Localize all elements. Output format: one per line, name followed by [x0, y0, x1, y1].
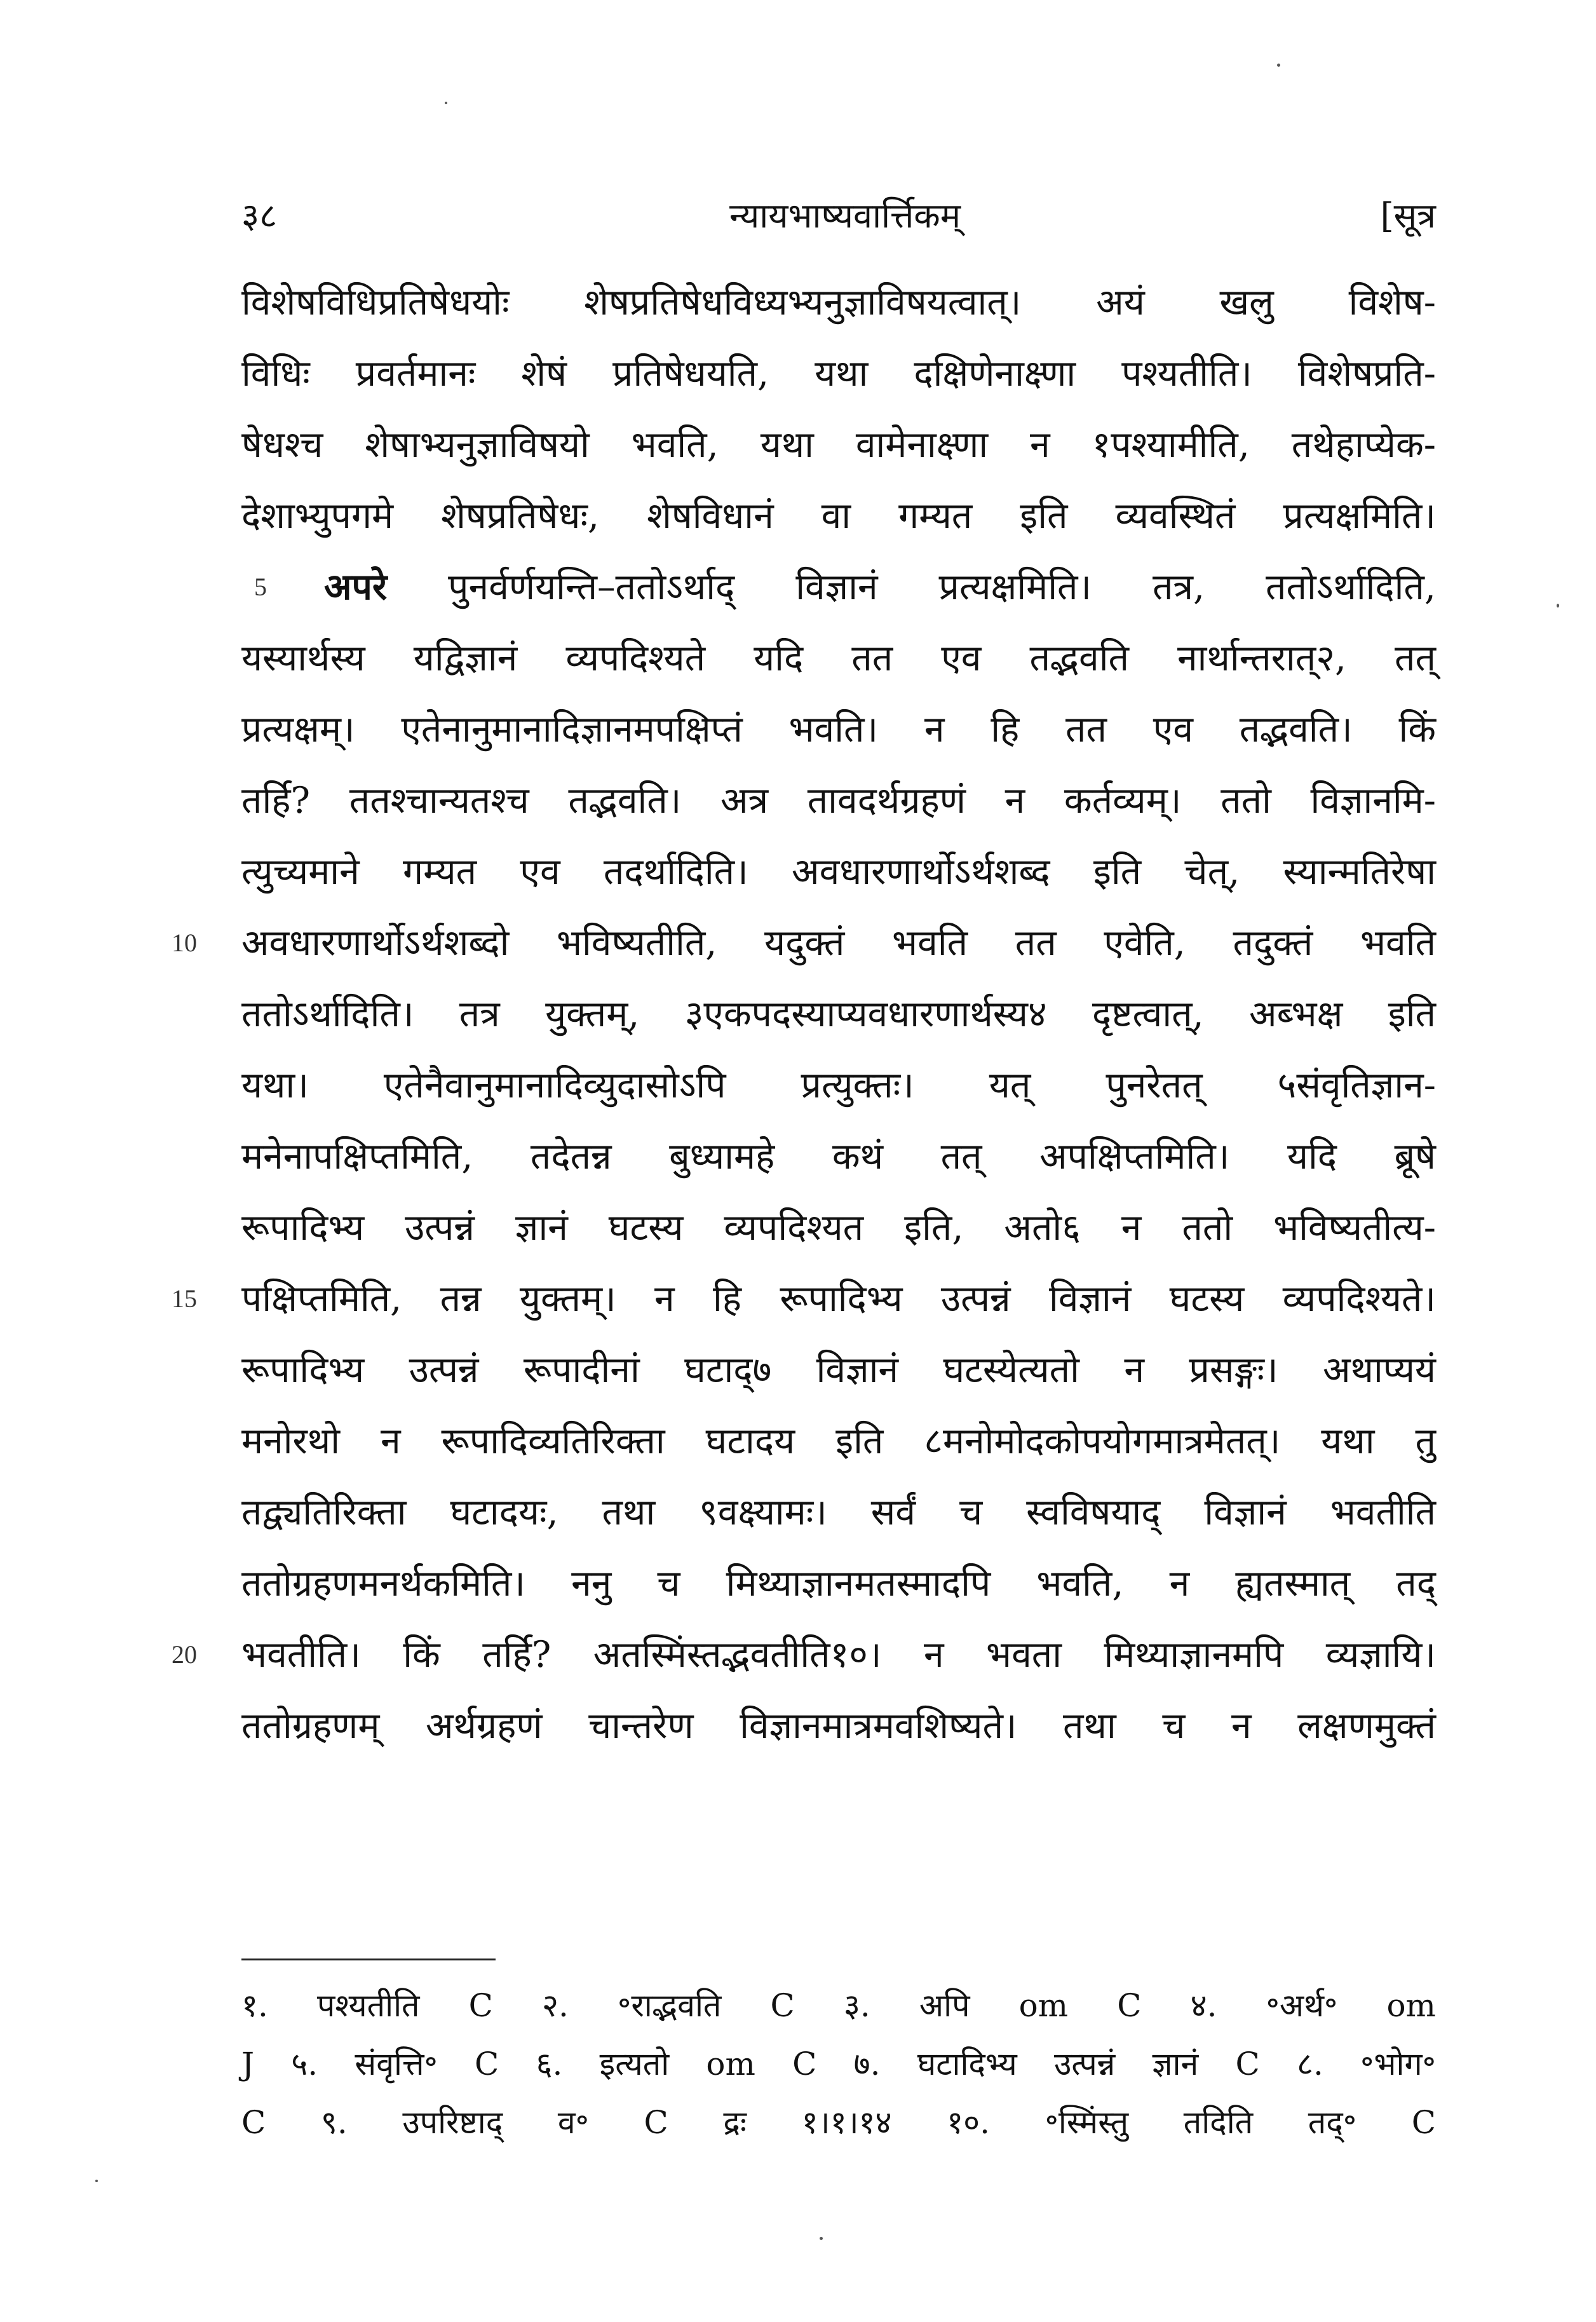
footnote-entry: ४. ॰अर्थ॰ om — [1190, 1987, 1436, 2024]
text-line-content: रूपादिभ्य उत्पन्नं ज्ञानं घटस्य व्यपदिश्यत इति, अतो६ न ततो भविष्यतीत्य- — [241, 1207, 1436, 1249]
line-number: 15 — [172, 1284, 197, 1313]
text-line-content: ततोऽर्थादिति। तत्र युक्तम्, ३एकपदस्याप्यवधारणार्थस्य४ दृष्टत्वात्, अब्भक्ष इति — [241, 993, 1436, 1035]
text-line-content: विधिः प्रवर्तमानः शेषं प्रतिषेधयति, यथा दक्षिणेनाक्ष्णा पश्यतीति। विशेषप्रति- — [241, 353, 1436, 395]
footnote-entry: C — [241, 2104, 266, 2141]
main-text — [172, 267, 1436, 1762]
bold-lead: अपरे — [324, 566, 388, 608]
text-line — [241, 1121, 1436, 1192]
text-line — [172, 907, 1436, 979]
footnote-rule — [241, 1959, 496, 1960]
text-line — [241, 338, 1436, 409]
text-line — [172, 1263, 1436, 1334]
text-line-content: ततोग्रहणम् अर्थग्रहणं चान्तरेण विज्ञानमात्रमवशिष्यते। तथा च न लक्षणमुक्तं — [241, 1705, 1436, 1747]
footnote-line — [241, 2093, 1436, 2152]
text-line-content: पक्षिप्तमिति, तन्न युक्तम्। न हि रूपादिभ्य उत्पन्नं विज्ञानं घटस्य व्यपदिश्यते। — [241, 1278, 1436, 1320]
text-line — [241, 1192, 1436, 1263]
text-line-content: तद्व्यतिरिक्ता घटादयः, तथा ९वक्ष्यामः। सर्वं च स्वविषयाद् विज्ञानं भवतीति — [241, 1491, 1436, 1533]
text-line-content: मनोरथो न रूपादिव्यतिरिक्ता घटादय इति ८मनोमोदकोपयोगमात्रमेतत्। यथा तु — [241, 1420, 1436, 1462]
footnote-entry: १०. ॰स्मिंस्तु तदिति तद्॰ C — [947, 2104, 1436, 2141]
text-line — [241, 1050, 1436, 1121]
text-line — [241, 623, 1436, 694]
text-line — [172, 1619, 1436, 1690]
text-line — [241, 552, 1436, 623]
text-line — [241, 765, 1436, 836]
footnote-entry: ८. ॰भोग॰ — [1296, 2046, 1436, 2082]
scan-speck — [1277, 64, 1280, 67]
footnote-entry: ९. उपरिष्टाद् व॰ C द्रः १।१।१४ — [320, 2104, 892, 2141]
text-line — [241, 979, 1436, 1050]
text-line-content: मनेनापक्षिप्तमिति, तदेतन्न बुध्यामहे कथं तत् अपक्षिप्तमिति। यदि ब्रूषे — [241, 1136, 1436, 1178]
footnote-line — [241, 2035, 1436, 2093]
text-line — [241, 267, 1436, 338]
text-line-content: षेधश्च शेषाभ्यनुज्ञाविषयो भवति, यथा वामेनाक्ष्णा न १पश्यामीति, तथेहाप्येक- — [241, 424, 1436, 466]
text-line — [241, 1690, 1436, 1762]
line-number: 10 — [172, 928, 197, 957]
text-line-content: ततोग्रहणमनर्थकमिति। ननु च मिथ्याज्ञानमतस्मादपि भवति, न ह्यतस्मात् तद् — [241, 1563, 1436, 1605]
footnote-entry: ७. घटादिभ्य उत्पन्नं ज्ञानं C — [853, 2046, 1260, 2082]
text-line-content: यस्यार्थस्य यद्विज्ञानं व्यपदिश्यते यदि तत एव तद्भवति नार्थान्तरात्२, तत् — [241, 637, 1436, 679]
page-number: ३८ — [241, 196, 278, 236]
text-line-content: प्रत्यक्षम्। एतेनानुमानादिज्ञानमपक्षिप्तं भवति। न हि तत एव तद्भवति। किं — [241, 709, 1436, 750]
text-line-content: विशेषविधिप्रतिषेधयोः शेषप्रतिषेधविध्यभ्यनुज्ञाविषयत्वात्। अयं खलु विशेष- — [241, 282, 1436, 323]
footnote-entry: ६. इत्यतो om C — [536, 2046, 817, 2082]
text-line — [241, 836, 1436, 907]
text-line-content: त्युच्यमाने गम्यत एव तदर्थादिति। अवधारणार्थोऽर्थशब्द इति चेत्, स्यान्मतिरेषा — [241, 851, 1436, 893]
scan-speck — [1557, 604, 1559, 608]
text-line-content: रूपादिभ्य उत्पन्नं रूपादीनां घटाद्७ विज्ञानं घटस्येत्यतो न प्रसङ्गः। अथाप्ययं — [241, 1349, 1436, 1391]
scan-speck — [445, 102, 447, 104]
line-number: 5 — [254, 573, 267, 601]
text-line — [241, 480, 1436, 552]
footnotes — [241, 1976, 1436, 2152]
text-line — [241, 1334, 1436, 1406]
footnote-entry: ५. संवृत्ति॰ C — [291, 2046, 499, 2082]
footnote-entry: १. पश्यतीति C — [241, 1987, 493, 2024]
text-line — [241, 1406, 1436, 1477]
text-line — [241, 409, 1436, 480]
footnote-entry: ३. अपि om C — [843, 1987, 1142, 2024]
scan-speck — [820, 2237, 823, 2240]
footnote-line — [241, 1976, 1436, 2035]
text-line-content: तर्हि? ततश्चान्यतश्च तद्भवति। अत्र तावदर्थग्रहणं न कर्तव्यम्। ततो विज्ञानमि- — [241, 780, 1436, 822]
text-line-content: भवतीति। किं तर्हि? अतस्मिंस्तद्भवतीति१०। न भवता मिथ्याज्ञानमपि व्यज्ञायि। — [241, 1634, 1436, 1676]
text-line-content: यथा। एतेनैवानुमानादिव्युदासोऽपि प्रत्युक्तः। यत् पुनरेतत् ५संवृतिज्ञान- — [241, 1064, 1436, 1106]
line-number: 20 — [172, 1640, 197, 1669]
footnote-entry: २. ॰राद्भवति C — [542, 1987, 795, 2024]
text-line-content: देशाभ्युपगमे शेषप्रतिषेधः, शेषविधानं वा गम्यत इति व्यवस्थितं प्रत्यक्षमिति। — [241, 495, 1436, 537]
footnote-entry: J — [241, 2046, 255, 2082]
text-line-content: अवधारणार्थोऽर्थशब्दो भविष्यतीति, यदुक्तं भवति तत एवेति, तदुक्तं भवति — [241, 922, 1436, 964]
scan-speck — [95, 2180, 98, 2182]
text-line-rest: पुनर्वर्णयन्ति–ततोऽर्थाद् विज्ञानं प्रत्यक्षमिति। तत्र, ततोऽर्थादिति, — [387, 566, 1436, 608]
text-line — [241, 694, 1436, 765]
page-title: न्यायभाष्यवार्त्तिकम् — [729, 196, 961, 236]
section-label: [सूत्र — [1380, 196, 1436, 236]
running-header — [241, 191, 1449, 241]
text-line — [241, 1477, 1436, 1548]
text-line — [241, 1548, 1436, 1619]
